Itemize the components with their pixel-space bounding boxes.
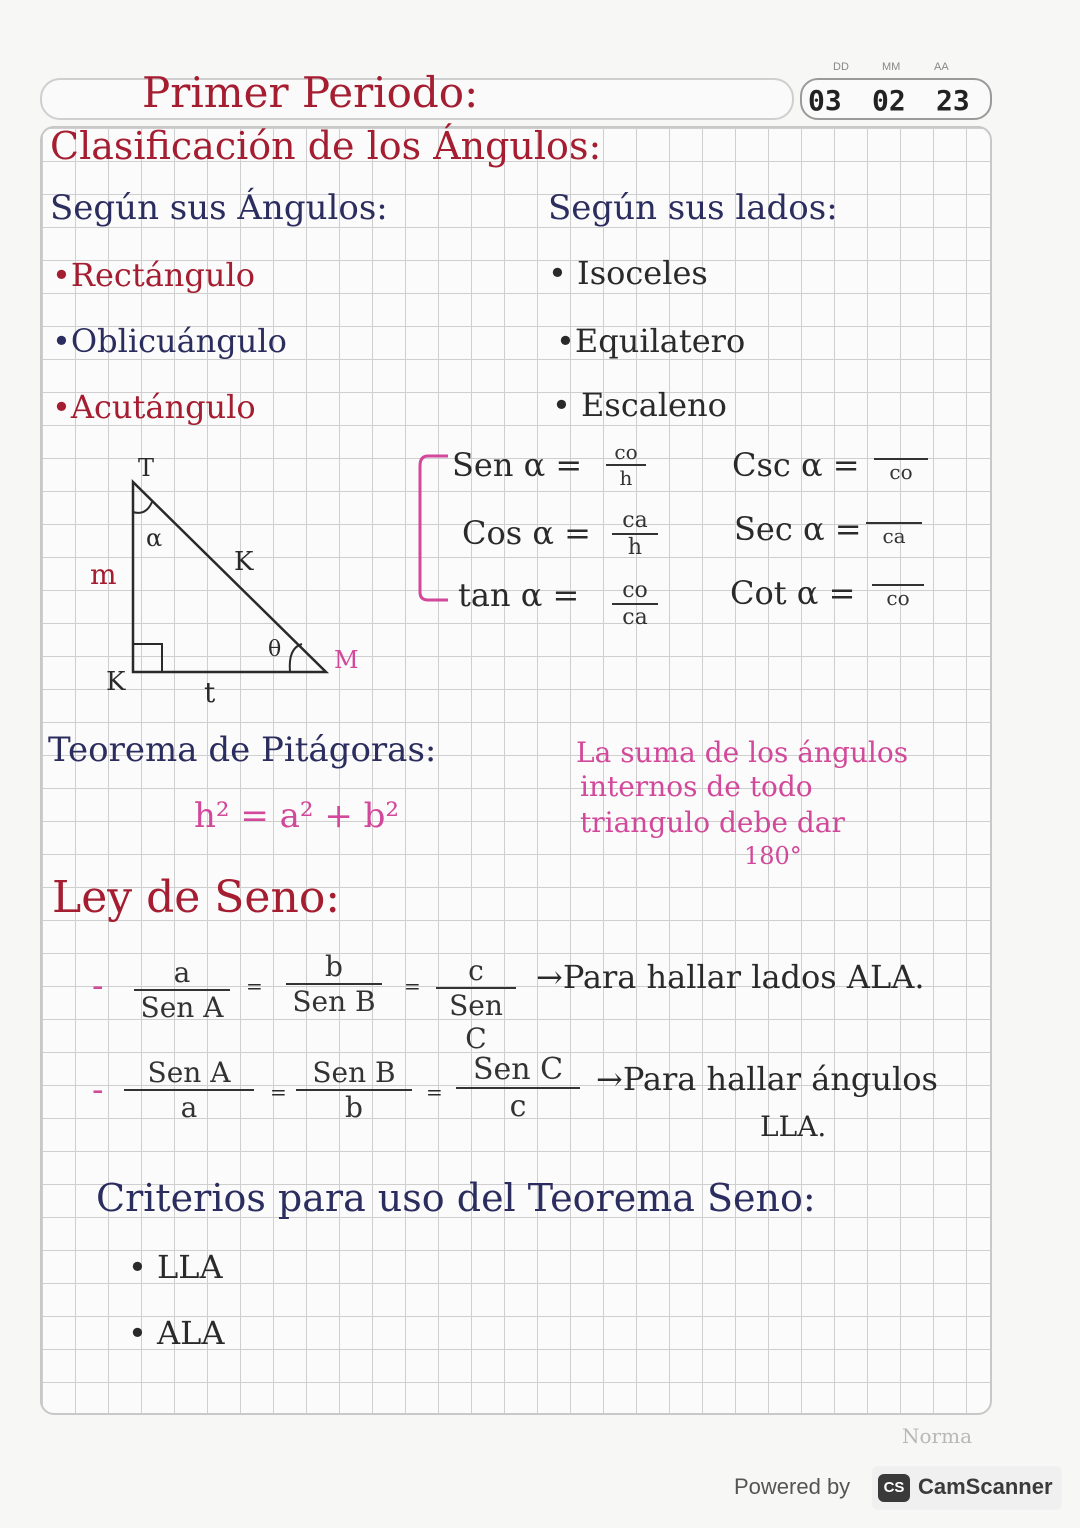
paper-brand: Norma [902, 1424, 972, 1448]
row1-frac-b-num: b [286, 950, 382, 985]
side-label-m: m [90, 558, 117, 591]
row1-frac-a [134, 956, 230, 1024]
frac-sen-num: co [606, 440, 646, 466]
camscanner-logo-icon: CS [878, 1474, 910, 1502]
pythagoras-formula: h² = a² + b² [194, 796, 400, 836]
by-angles-heading: Según sus Ángulos: [50, 188, 388, 228]
frac-csc [874, 452, 928, 484]
date-day: 03 [808, 84, 842, 117]
row1-eq-1: = [246, 974, 263, 998]
frac-cot [872, 578, 924, 610]
date-label-year: AA [934, 61, 949, 73]
row2-frac-a-num: Sen A [124, 1056, 254, 1091]
criteria-item-lla: • LLA [128, 1248, 223, 1286]
row2-dash: - [92, 1070, 104, 1110]
row2-frac-b [296, 1056, 412, 1124]
by-sides-heading: Según sus lados: [548, 188, 838, 228]
row2-frac-b-num: Sen B [296, 1056, 412, 1091]
angle-sum-note-4: 180° [744, 842, 802, 870]
row1-eq-2: = [404, 974, 421, 998]
pythagoras-title: Teorema de Pitágoras: [48, 730, 437, 770]
frac-cos-den: h [627, 535, 643, 560]
side-type-1: • Isoceles [548, 254, 708, 292]
grid-paper [40, 126, 992, 1415]
date-year: 23 [936, 84, 970, 117]
row2-note: →Para hallar ángulos [596, 1060, 938, 1098]
row2-frac-a [124, 1056, 254, 1124]
row1-dash: - [92, 966, 104, 1006]
frac-tan-num: co [612, 578, 658, 605]
row1-frac-c-num: c [436, 954, 516, 989]
side-type-2: •Equilatero [556, 322, 746, 360]
page-title: Primer Periodo: [142, 68, 479, 117]
trig-brace [414, 452, 454, 604]
row2-frac-a-den: a [180, 1091, 198, 1124]
alpha-arc [133, 502, 152, 513]
trig-sen: Sen α = [452, 446, 583, 484]
row1-frac-c [436, 954, 516, 1055]
trig-csc: Csc α = [732, 446, 860, 484]
angle-sum-note-2: internos de todo [580, 770, 813, 803]
date-label-month: MM [882, 61, 901, 73]
trig-tan: tan α = [458, 576, 580, 614]
angle-sum-note-3: triangulo debe dar [580, 806, 845, 839]
row1-frac-b [286, 950, 382, 1018]
frac-cos-num: ca [612, 508, 658, 535]
vertex-label-m: M [334, 646, 359, 674]
frac-cot-den: co [886, 586, 910, 610]
row1-frac-a-num: a [134, 956, 230, 991]
frac-csc-den: co [889, 460, 913, 484]
frac-sec-den: ca [882, 524, 906, 548]
vertex-label-top: T [138, 454, 155, 482]
row1-frac-a-den: Sen A [140, 991, 224, 1024]
frac-tan-den: ca [622, 605, 648, 630]
vertex-label-k: K [106, 667, 126, 697]
powered-by-text: Powered by [734, 1474, 851, 1499]
trig-cot: Cot α = [730, 574, 856, 612]
trig-cos: Cos α = [462, 514, 591, 552]
frac-cot-num [872, 578, 924, 586]
angle-type-2: •Oblicuángulo [52, 322, 287, 360]
row1-note: →Para hallar lados ALA. [536, 958, 925, 996]
law-of-sines-title: Ley de Seno: [52, 872, 341, 923]
right-angle-mark [133, 644, 162, 672]
frac-sen-den: h [619, 466, 633, 490]
section-title-classification: Clasificación de los Ángulos: [50, 124, 602, 168]
criteria-title: Criterios para uso del Teorema Seno: [96, 1176, 816, 1220]
angle-type-3: •Acutángulo [52, 388, 256, 426]
right-triangle-diagram [90, 450, 390, 720]
row2-eq-1: = [270, 1080, 287, 1104]
frac-sec-num [866, 516, 922, 524]
side-type-3: • Escaleno [552, 386, 727, 424]
row1-frac-c-den: Sen C [449, 989, 503, 1055]
side-label-t: t [204, 676, 216, 709]
hyp-label: K [234, 547, 254, 577]
date-month: 02 [872, 84, 906, 117]
theta-label: θ [268, 637, 282, 662]
frac-sen [606, 440, 646, 490]
date-label-day: DD [833, 61, 849, 73]
row2-frac-c-num: Sen C [456, 1052, 580, 1089]
camscanner-label: CamScanner [918, 1474, 1053, 1499]
row2-frac-c [456, 1052, 580, 1124]
row2-note-lla: LLA. [760, 1110, 827, 1143]
frac-csc-num [874, 452, 928, 460]
alpha-label: α [146, 524, 163, 552]
frac-sec [866, 516, 922, 548]
frac-tan [612, 578, 658, 630]
row2-frac-c-den: c [509, 1089, 527, 1124]
row1-frac-b-den: Sen B [292, 985, 376, 1018]
row2-eq-2: = [426, 1080, 443, 1104]
row2-frac-b-den: b [345, 1091, 363, 1124]
criteria-item-ala: • ALA [128, 1314, 225, 1352]
angle-sum-note-1: La suma de los ángulos [576, 736, 909, 769]
frac-cos [612, 508, 658, 560]
trig-sec: Sec α = [734, 510, 862, 548]
angle-type-1: •Rectángulo [52, 256, 255, 294]
